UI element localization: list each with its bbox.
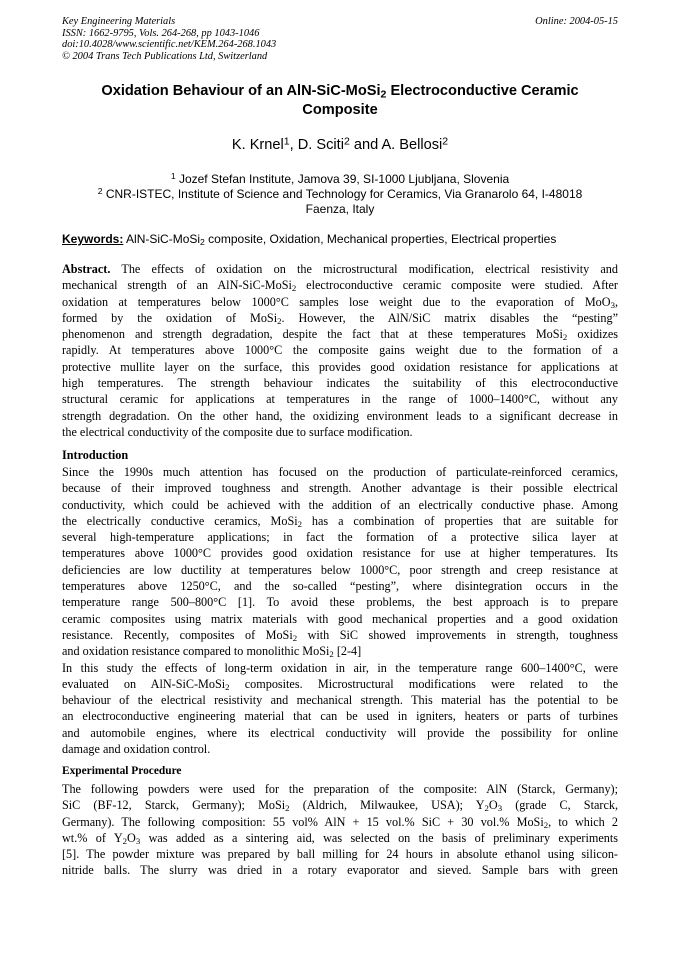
experimental-heading: Experimental Procedure xyxy=(62,765,182,777)
journal-name: Key Engineering Materials xyxy=(62,16,176,27)
introduction-paragraph: Since the 1990s much attention has focused on the production of particulate-reinforced ceramics, because of their improved toughness and strength. Another advantage is their possible electrical conductivity, which could be achieved with the addition of an electrically conductive phase. Among the electrically conductive ceramics, MoSi$_2$ has a combination of properties that are suitable for several high-temperature applications; in fact the formation of a protective silica layer at temperatures above 1000°C provides good oxidation resistance for use at higher temperatures. Its deficiencies are low ductility at temperatures below 1000°C, poor strength and creep resistance at temperatures above 1250°C, and the so-called “pesting”, where disintegration occurs in the temperature range 500–800°C [1]. To avoid these problems, the best approach is to prepare ceramic composites using matrix materials with good mechanical properties and a good oxidation resistance. Recently, composites of MoSi$_2$ with SiC showed improvements in strength, toughness and oxidation resistance compared to monolithic MoSi$_2$ [2-4] In this study the effects of long-term oxidation in air, in the temperature range 600–1400°C, were evaluated on AlN-SiC-MoSi$_2$ composites. Microstructural modifications were related to the behaviour of the electrical resistivity and mechanical strength. This material has the potential to be an electroconductive engineering material that can be used in igniters, heaters or parts of turbines and automobile engines, where its electrical conductivity will provide the possibility for online damage and oxidation control. xyxy=(62,465,618,757)
abstract-label: Abstract. xyxy=(62,262,111,276)
affiliation-1: $^1$ Jozef Stefan Institute, Jamova 39, SI-1000 Ljubljana, Slovenia xyxy=(170,171,510,186)
copyright-line: © 2004 Trans Tech Publications Ltd, Switzerland xyxy=(62,50,268,62)
paper-title: Oxidation Behaviour of an AlN-SiC-MoSi$_2$ Electroconductive Ceramic Composite xyxy=(101,83,579,118)
affiliations xyxy=(62,172,618,217)
experimental-paragraph: The following powders were used for the preparation of the composite: AlN (Starck, Germany); SiC (BF-12, Starck, Germany); MoSi$_2$ (Aldrich, Milwaukee, USA); $Y_2O_3$ (grade C, Starck, Germany). The following composition: 55 vol% AlN + 15 vol.% SiC + 30 vol.% MoSi$_2$, to which 2 wt.% of $Y_2O_3$ was added as a sintering aid, was selected on the basis of preliminary experiments [5]. The powder mixture was prepared by ball milling for 24 hours in absolute ethanol using silicon- nitride balls. The slurry was dried in a rotary evaporator and sieved. Sample bars with green xyxy=(62,782,618,878)
author-list: K. Krnel$^1$, D. Sciti$^2$ and A. Bellosi$^2$ xyxy=(231,135,449,153)
introduction-heading: Introduction xyxy=(62,448,129,462)
issn-line: ISSN: 1662-9795, Vols. 264-268, pp 1043-1046 xyxy=(62,27,260,39)
doi-line: doi:10.4028/www.scientific.net/KEM.264-268.1043 xyxy=(62,39,277,51)
affiliation-2-cont: Faenza, Italy xyxy=(305,202,375,216)
abstract-paragraph: Abstract. The effects of oxidation on the microstructural modification, electrical resistivity and mechanical strength of an AlN-SiC-MoSi$_2$ electroconductive ceramic composite were studied. After oxidation at temperatures below 1000°C samples lose weight due to the evaporation of MoO$_3$, formed by the oxidation of MoSi$_2$. However, the AlN/SiC matrix disables the “pesting” phenomenon and strength degradation, despite the fact that at these temperatures MoSi$_2$ oxidizes rapidly. At temperatures above 1000°C the composite gains weight due to the formation of a protective mullite layer on the surface, this provides good oxidation resistance for applications at high temperatures. The strength behaviour indicates the suitability of this electroconductive structural ceramic for applications at temperatures in the range of 1000–1400°C, without any strength degradation. On the other hand, the oxidizing environment leads to a significant decrease in the electrical conductivity of the composite due to surface modification. xyxy=(62,262,618,439)
journal-header xyxy=(62,16,618,62)
online-date: Online: 2004-05-15 xyxy=(535,16,618,27)
affiliation-2: $^2$ CNR-ISTEC, Institute of Science and Technology for Ceramics, Via Granarolo 64, I-48018 xyxy=(97,186,583,201)
keywords-label: Keywords: xyxy=(62,232,124,246)
keywords-line: Keywords: AlN-SiC-MoSi$_2$ composite, Oxidation, Mechanical properties, Electrical properties xyxy=(62,232,557,248)
